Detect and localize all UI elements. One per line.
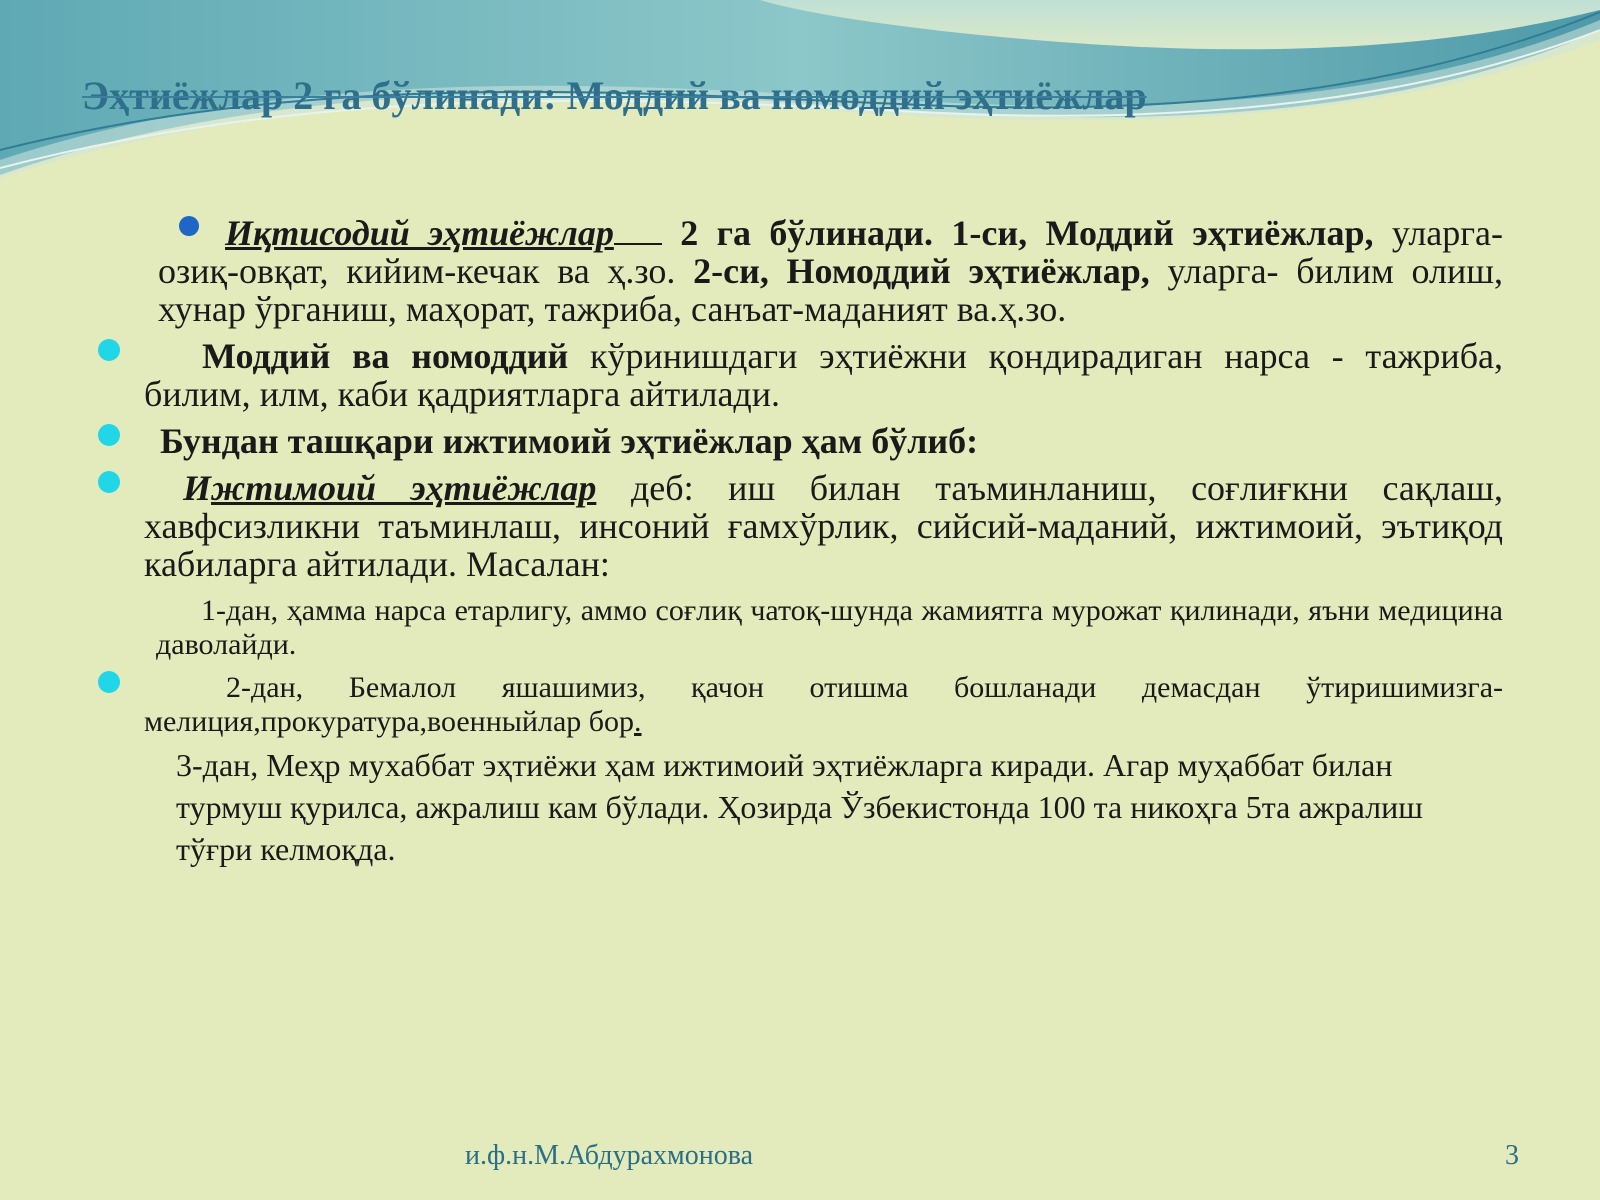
example-1: 1-дан, ҳамма нарса етарлигу, аммо соғлиқ чатоқ-шунда жамиятга мурожат қилинади, яъни медицина даволайди. (156, 594, 1503, 661)
bullet-dot-icon (98, 671, 120, 693)
bold-social-needs-intro: Бундан ташқари ижтимоий эҳтиёжлар ҳам бўлиб: (160, 421, 979, 461)
bullet-dot-icon (98, 471, 120, 493)
slide-title: Эҳтиёжлар 2 га бўлинади: Моддий ва номоддий эҳтиёжлар (82, 73, 1147, 118)
bullet-social-needs-intro (160, 422, 1503, 460)
bullet-dot-icon (98, 424, 120, 446)
example-2 (144, 671, 1503, 739)
bullet-social-needs-definition (144, 469, 1503, 583)
example-2-end: . (634, 705, 642, 738)
material-needs-examples: уларга- озиқ-овқат, кийим-кечак ва ҳ.зо. (158, 213, 1503, 291)
bullet-material-nonmaterial (144, 337, 1503, 413)
material-nonmaterial-text: кўринишдаги эҳтиёжни қондирадиган нарса - тажриба, билим, илм, каби қадриятларга айтилади. (144, 336, 1503, 414)
term-economic-needs: Иқтисодий эҳтиёжлар (225, 213, 614, 253)
term-social-needs: жтимоий эҳтиёжлар (211, 468, 597, 508)
bold-nonmaterial-needs: 2-си, Номоддий эҳтиёжлар, (693, 251, 1150, 291)
example-2-text: 2-дан, Бемалол яшашимиз, қачон отишма бошланади демасдан ўтиришимизга-мелиция,прокуратура,военныйлар бор (144, 671, 1503, 738)
underline-gap (614, 217, 662, 245)
example-3: 3-дан, Меҳр мухаббат эҳтиёжи ҳам ижтимоий эҳтиёжларга киради. Агар муҳаббат билан турмуш қурилса, ажралиш кам бўлади. Ҳозирда Ўзбекистонда 100 та никоҳга 5та ажралиш тўғри келмоқда. (176, 747, 1423, 867)
page-number: 3 (1505, 1140, 1519, 1171)
bold-material-nonmaterial: Моддий ва номоддий (202, 336, 569, 376)
social-needs-text: деб: иш билан таъминланиш, соғлиғкни сақлаш, хавфсизликни таъминлаш, инсоний ғамхўрлик, сийсий-маданий, ижтимоий, эътиқод кабиларга айтилади. Масалан: (144, 468, 1504, 584)
nonmaterial-needs-examples: уларга- билим олиш, хунар ўрганиш, маҳорат, тажриба, санъат-маданият ва.ҳ.зо. (158, 251, 1503, 329)
footer-author: и.ф.н.М.Абдурахмонова (465, 1140, 754, 1171)
term-social-lead: И (183, 468, 212, 508)
bullet-economic-needs (158, 214, 1503, 328)
bullet-dot-icon (98, 339, 120, 361)
bold-material-needs: 2 га бўлинади. 1-си, Моддий эҳтиёжлар, (680, 213, 1374, 253)
